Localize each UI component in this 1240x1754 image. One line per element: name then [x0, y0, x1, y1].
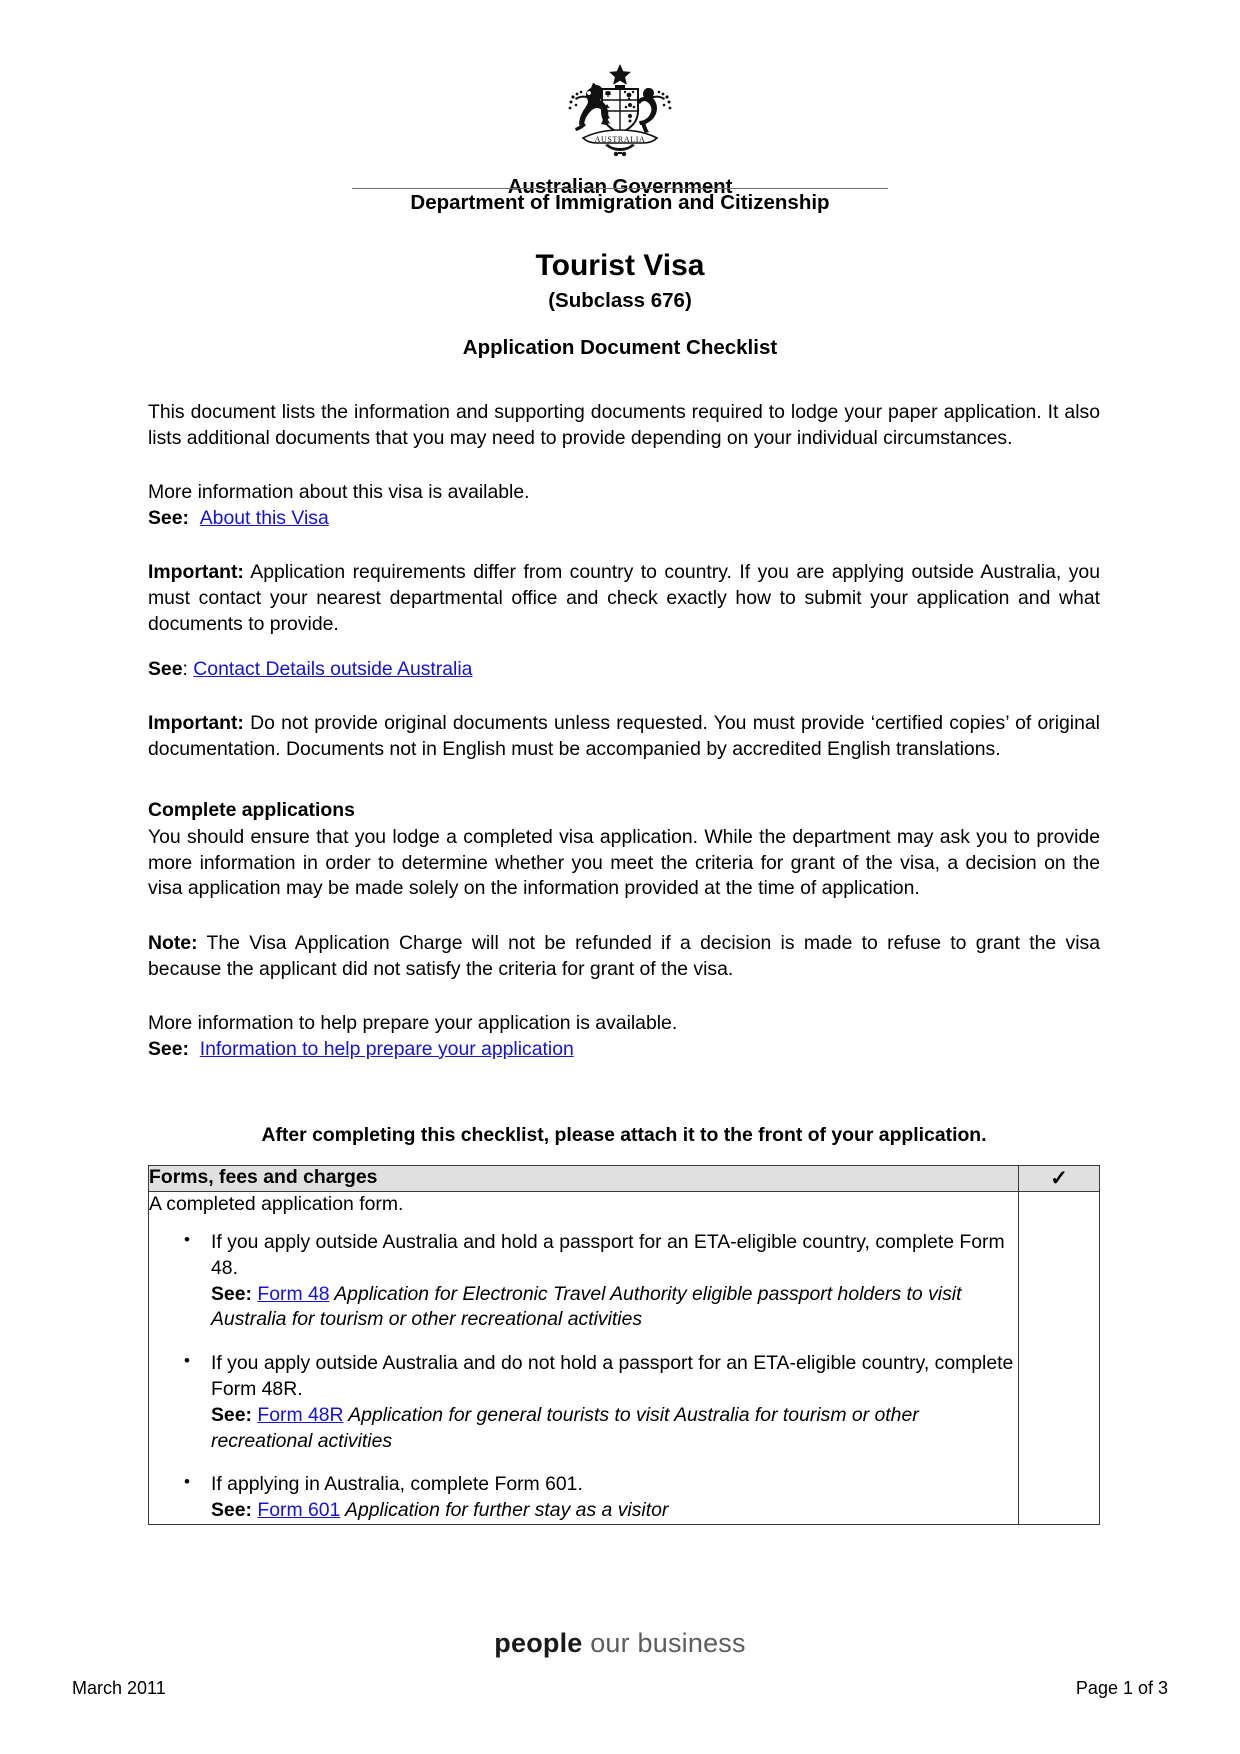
bullet-text: If you apply outside Australia and do not hold a passport for an ETA-eligible country, complete Form 48R.: [211, 1352, 1014, 1400]
bullet-text: If you apply outside Australia and hold a passport for an ETA-eligible country, complete Form 48.: [211, 1230, 1005, 1279]
important-originals-text: Do not provide original documents unless requested. You must provide ‘certified copies’ of original documentation. Documents not in English must be accompanied by accredited English translations.: [148, 712, 1100, 760]
attach-instruction: After completing this checklist, please attach it to the front of your application.: [261, 1124, 987, 1147]
link-form-48[interactable]: Form 48: [257, 1282, 330, 1305]
important-label-2: Important:: [148, 712, 244, 735]
note-paragraph: [148, 931, 1100, 982]
forms-bullet-list: [149, 1230, 1018, 1524]
svg-text:AUSTRALIA: AUSTRALIA: [594, 135, 646, 144]
see-label-form48r: See:: [211, 1403, 252, 1426]
footer-date: March 2011: [72, 1678, 166, 1698]
important-country-text: Application requirements differ from country to country. If you are applying outside Australia, you must contact your nearest departmental office and check exactly how to submit your application and what documents to provide.: [148, 561, 1100, 635]
complete-applications-heading: Complete applications: [148, 799, 355, 822]
document-body: [148, 400, 1100, 1062]
see-colon: :: [182, 657, 188, 680]
form-48r-description: Application for general tourists to visit Australia for tourism or other recreational activities: [211, 1403, 919, 1452]
cell-lead-text: A completed application form.: [149, 1193, 404, 1216]
more-info-block: [148, 480, 1100, 531]
help-info-block: [148, 1011, 1100, 1062]
check-mark-icon: ✓: [1019, 1166, 1100, 1192]
header-divider: [352, 188, 888, 189]
link-about-this-visa[interactable]: About this Visa: [199, 506, 329, 529]
page-title: Tourist Visa: [535, 249, 705, 283]
see-label-contact: See: [148, 657, 183, 680]
link-form-48r[interactable]: Form 48R: [257, 1403, 344, 1426]
link-contact-details-outside-australia[interactable]: Contact Details outside Australia: [193, 657, 473, 680]
checklist-subtitle: Application Document Checklist: [462, 335, 778, 359]
list-item: [211, 1230, 1018, 1333]
subclass-label: (Subclass 676): [548, 288, 692, 312]
bullet-text: If applying in Australia, complete Form 601.: [211, 1473, 583, 1496]
form-601-description: Application for further stay as a visitor: [340, 1499, 669, 1522]
important-country-paragraph: [148, 560, 1100, 637]
government-title: Australian Government: [507, 175, 733, 198]
brand-word-our-business: our business: [590, 1628, 746, 1658]
checkbox-cell[interactable]: [1019, 1192, 1100, 1525]
brand-tagline: [0, 1628, 1240, 1659]
complete-applications-body: You should ensure that you lodge a completed visa application. While the department may ask you to provide more information in order to determine whether you meet the criteria for grant of the visa, a decision on the visa application may be made solely on the information provided at the time of application.: [148, 826, 1100, 900]
brand-word-people: people: [494, 1628, 583, 1658]
see-label-help: See:: [148, 1037, 189, 1060]
crest-container: [0, 0, 1240, 173]
link-information-to-help-prepare[interactable]: Information to help prepare your application: [199, 1037, 574, 1060]
australian-coat-of-arms-icon: [545, 58, 695, 168]
see-label: See:: [148, 506, 189, 529]
help-line: More information to help prepare your application is available.: [148, 1012, 678, 1035]
department-title: Department of Immigration and Citizenship: [410, 191, 830, 215]
important-originals-paragraph: [148, 711, 1100, 762]
forms-cell: [149, 1192, 1019, 1525]
intro-paragraph: This document lists the information and supporting documents required to lodge your paper application. It also lists additional documents that you may need to provide depending on your individual circumstances.: [148, 400, 1100, 449]
more-info-line: More information about this visa is available.: [148, 481, 530, 504]
list-item: [211, 1351, 1018, 1454]
footer-page-number: Page 1 of 3: [1075, 1678, 1168, 1698]
link-form-601[interactable]: Form 601: [257, 1499, 341, 1522]
table-row: [149, 1192, 1100, 1525]
table-header-title: Forms, fees and charges: [149, 1166, 1019, 1192]
checklist-table: [148, 1165, 1100, 1525]
table-header-row: [149, 1166, 1100, 1192]
see-label-form601: See:: [211, 1499, 252, 1522]
list-item: [211, 1472, 1018, 1524]
contact-see-line: [148, 657, 1100, 683]
see-label-form48: See:: [211, 1282, 252, 1305]
important-label: Important:: [148, 561, 244, 584]
note-text: The Visa Application Charge will not be refunded if a decision is made to refuse to grant the visa because the applicant did not satisfy the criteria for grant of the visa.: [148, 931, 1100, 980]
page-footer: [72, 1678, 1168, 1699]
form-48-description: Application for Electronic Travel Authority eligible passport holders to visit Australia for tourism or other recreational activities: [211, 1282, 962, 1331]
note-label: Note:: [148, 931, 198, 954]
